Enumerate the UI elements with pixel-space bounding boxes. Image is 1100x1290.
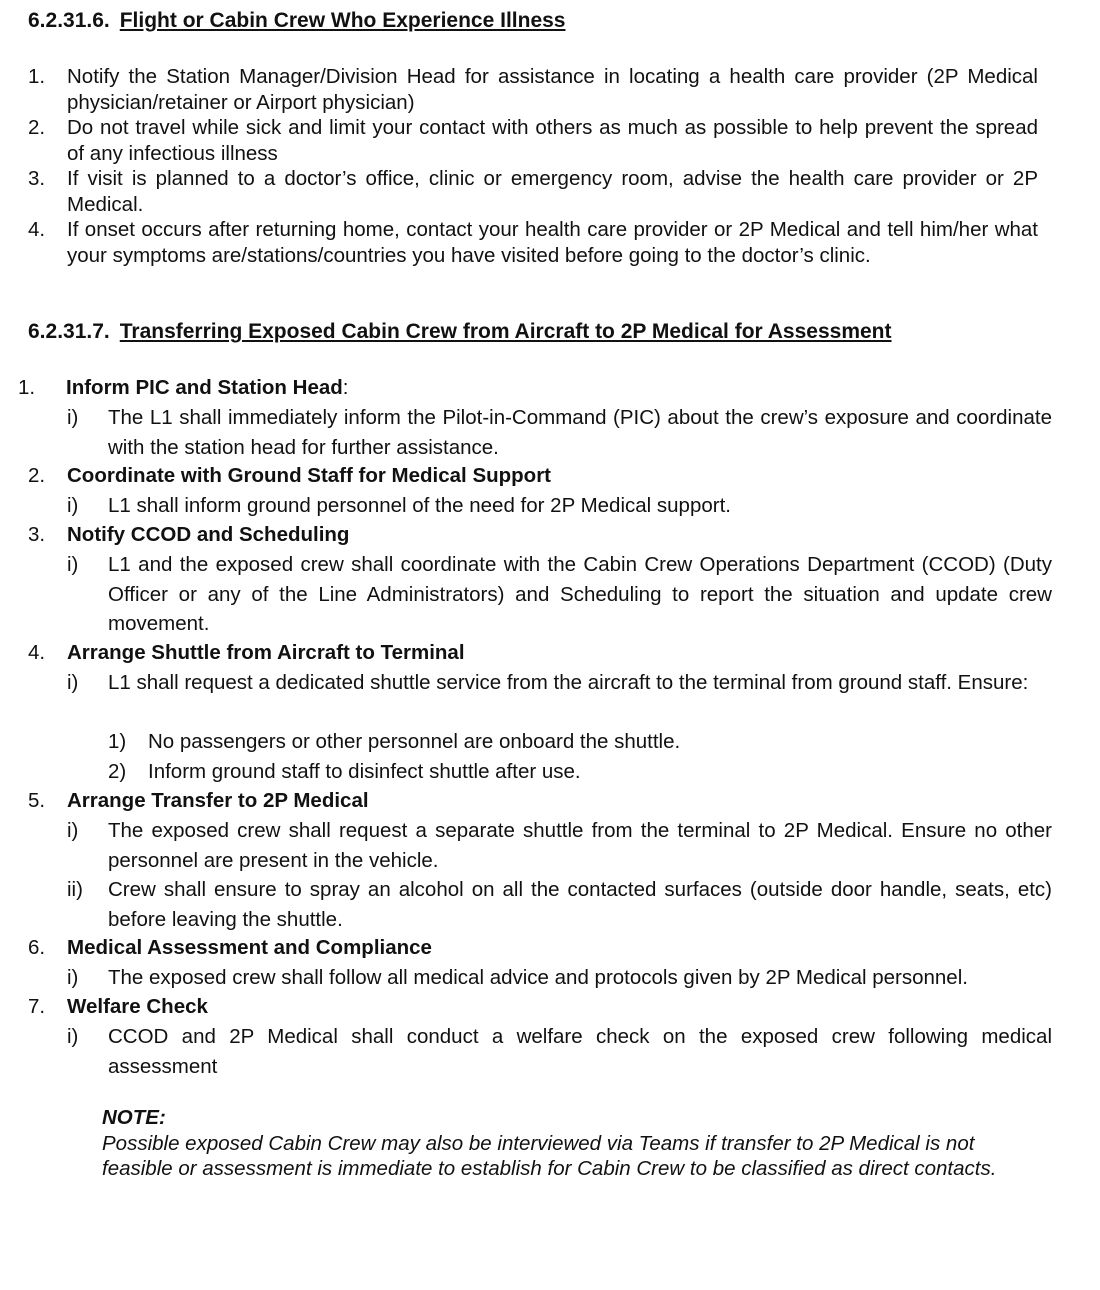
list-item (28, 166, 1038, 217)
list-text: If visit is planned to a doctor’s office, clinic or emergency room, advise the health care provider or 2P Medical. (67, 167, 1038, 216)
list-item (28, 115, 1038, 166)
section-number: 6.2.31.7. (28, 320, 110, 343)
list-text: Do not travel while sick and limit your contact with others as much as possible to help prevent the spread of any infectious illness (67, 116, 1038, 165)
sub-text: The exposed crew shall follow all medical advice and protocols given by 2P Medical personnel. (108, 966, 968, 989)
illness-steps-list (28, 64, 1038, 268)
step-number: 6. (28, 936, 46, 959)
step-title: Notify CCOD and Scheduling (67, 523, 350, 546)
sub-item (67, 668, 1052, 698)
sub-text: CCOD and 2P Medical shall conduct a welfare check on the exposed crew following medical assessment (108, 1025, 1052, 1078)
step-title: Welfare Check (67, 995, 208, 1018)
section-title: Transferring Exposed Cabin Crew from Aircraft to 2P Medical for Assessment (119, 320, 892, 343)
sub-item (67, 1022, 1052, 1081)
list-number: 4. (28, 218, 46, 241)
note-block (102, 1105, 1032, 1182)
sub-number: i) (67, 553, 79, 576)
list-number: 1. (28, 65, 46, 88)
step-title: Coordinate with Ground Staff for Medical Support (67, 464, 552, 487)
sub-sub-item (108, 757, 581, 787)
section-number: 6.2.31.6. (28, 9, 110, 32)
sub-number: i) (67, 819, 79, 842)
step-title: Medical Assessment and Compliance (67, 936, 432, 959)
sub-text: Crew shall ensure to spray an alcohol on all the contacted surfaces (outside door handle, seats, etc) before leaving the shuttle. (108, 878, 1052, 931)
step-title: Inform PIC and Station Head: (66, 376, 349, 399)
sub-number: i) (67, 1025, 79, 1048)
list-text: If onset occurs after returning home, contact your health care provider or 2P Medical and tell him/her what your symptoms are/stations/countries you have visited before going to the doctor’s clinic. (67, 218, 1038, 267)
list-item (28, 217, 1038, 268)
step-number: 7. (28, 995, 46, 1018)
section-heading-transfer (28, 320, 892, 344)
sub-item (67, 550, 1052, 639)
sub-item (67, 875, 1052, 934)
sub-sub-text: No passengers or other personnel are onboard the shuttle. (148, 730, 681, 753)
sub-sub-number: 2) (108, 760, 127, 783)
step-title: Arrange Shuttle from Aircraft to Terminal (67, 641, 465, 664)
sub-text: The exposed crew shall request a separate shuttle from the terminal to 2P Medical. Ensure no other personnel are present in the vehicle. (108, 819, 1052, 872)
section-title: Flight or Cabin Crew Who Experience Illness (119, 9, 566, 32)
sub-number: i) (67, 671, 79, 694)
step-title: Arrange Transfer to 2P Medical (67, 789, 369, 812)
sub-sub-item (108, 727, 681, 757)
sub-item (67, 491, 1052, 521)
note-label: NOTE: (102, 1106, 166, 1129)
sub-item (67, 963, 1052, 993)
step-number: 1. (18, 376, 36, 399)
list-number: 2. (28, 116, 46, 139)
step-number: 5. (28, 789, 46, 812)
sub-text: L1 and the exposed crew shall coordinate with the Cabin Crew Operations Department (CCOD) (Duty Officer or any of the Line Administrators) and Scheduling to report the situation and update crew movement. (108, 553, 1052, 635)
section-heading-illness (28, 9, 565, 33)
sub-number: ii) (67, 878, 83, 901)
sub-number: i) (67, 406, 79, 429)
sub-number: i) (67, 966, 79, 989)
note-text: Possible exposed Cabin Crew may also be interviewed via Teams if transfer to 2P Medical is not feasible or assessment is immediate to establish for Cabin Crew to be classified as direct contacts. (102, 1131, 997, 1180)
step-number: 4. (28, 641, 46, 664)
step-number: 2. (28, 464, 46, 487)
sub-item (67, 403, 1052, 462)
sub-item (67, 816, 1052, 875)
sub-text: The L1 shall immediately inform the Pilot-in-Command (PIC) about the crew’s exposure and coordinate with the station head for further assistance. (108, 406, 1052, 459)
sub-text: L1 shall inform ground personnel of the need for 2P Medical support. (108, 494, 731, 517)
list-item (28, 64, 1038, 115)
sub-number: i) (67, 494, 79, 517)
step-number: 3. (28, 523, 46, 546)
sub-text: L1 shall request a dedicated shuttle service from the aircraft to the terminal from ground staff. Ensure: (108, 671, 1029, 694)
sub-sub-number: 1) (108, 730, 127, 753)
sub-sub-text: Inform ground staff to disinfect shuttle after use. (148, 760, 581, 783)
list-number: 3. (28, 167, 46, 190)
list-text: Notify the Station Manager/Division Head for assistance in locating a health care provider (2P Medical physician/retainer or Airport physician) (67, 65, 1038, 114)
